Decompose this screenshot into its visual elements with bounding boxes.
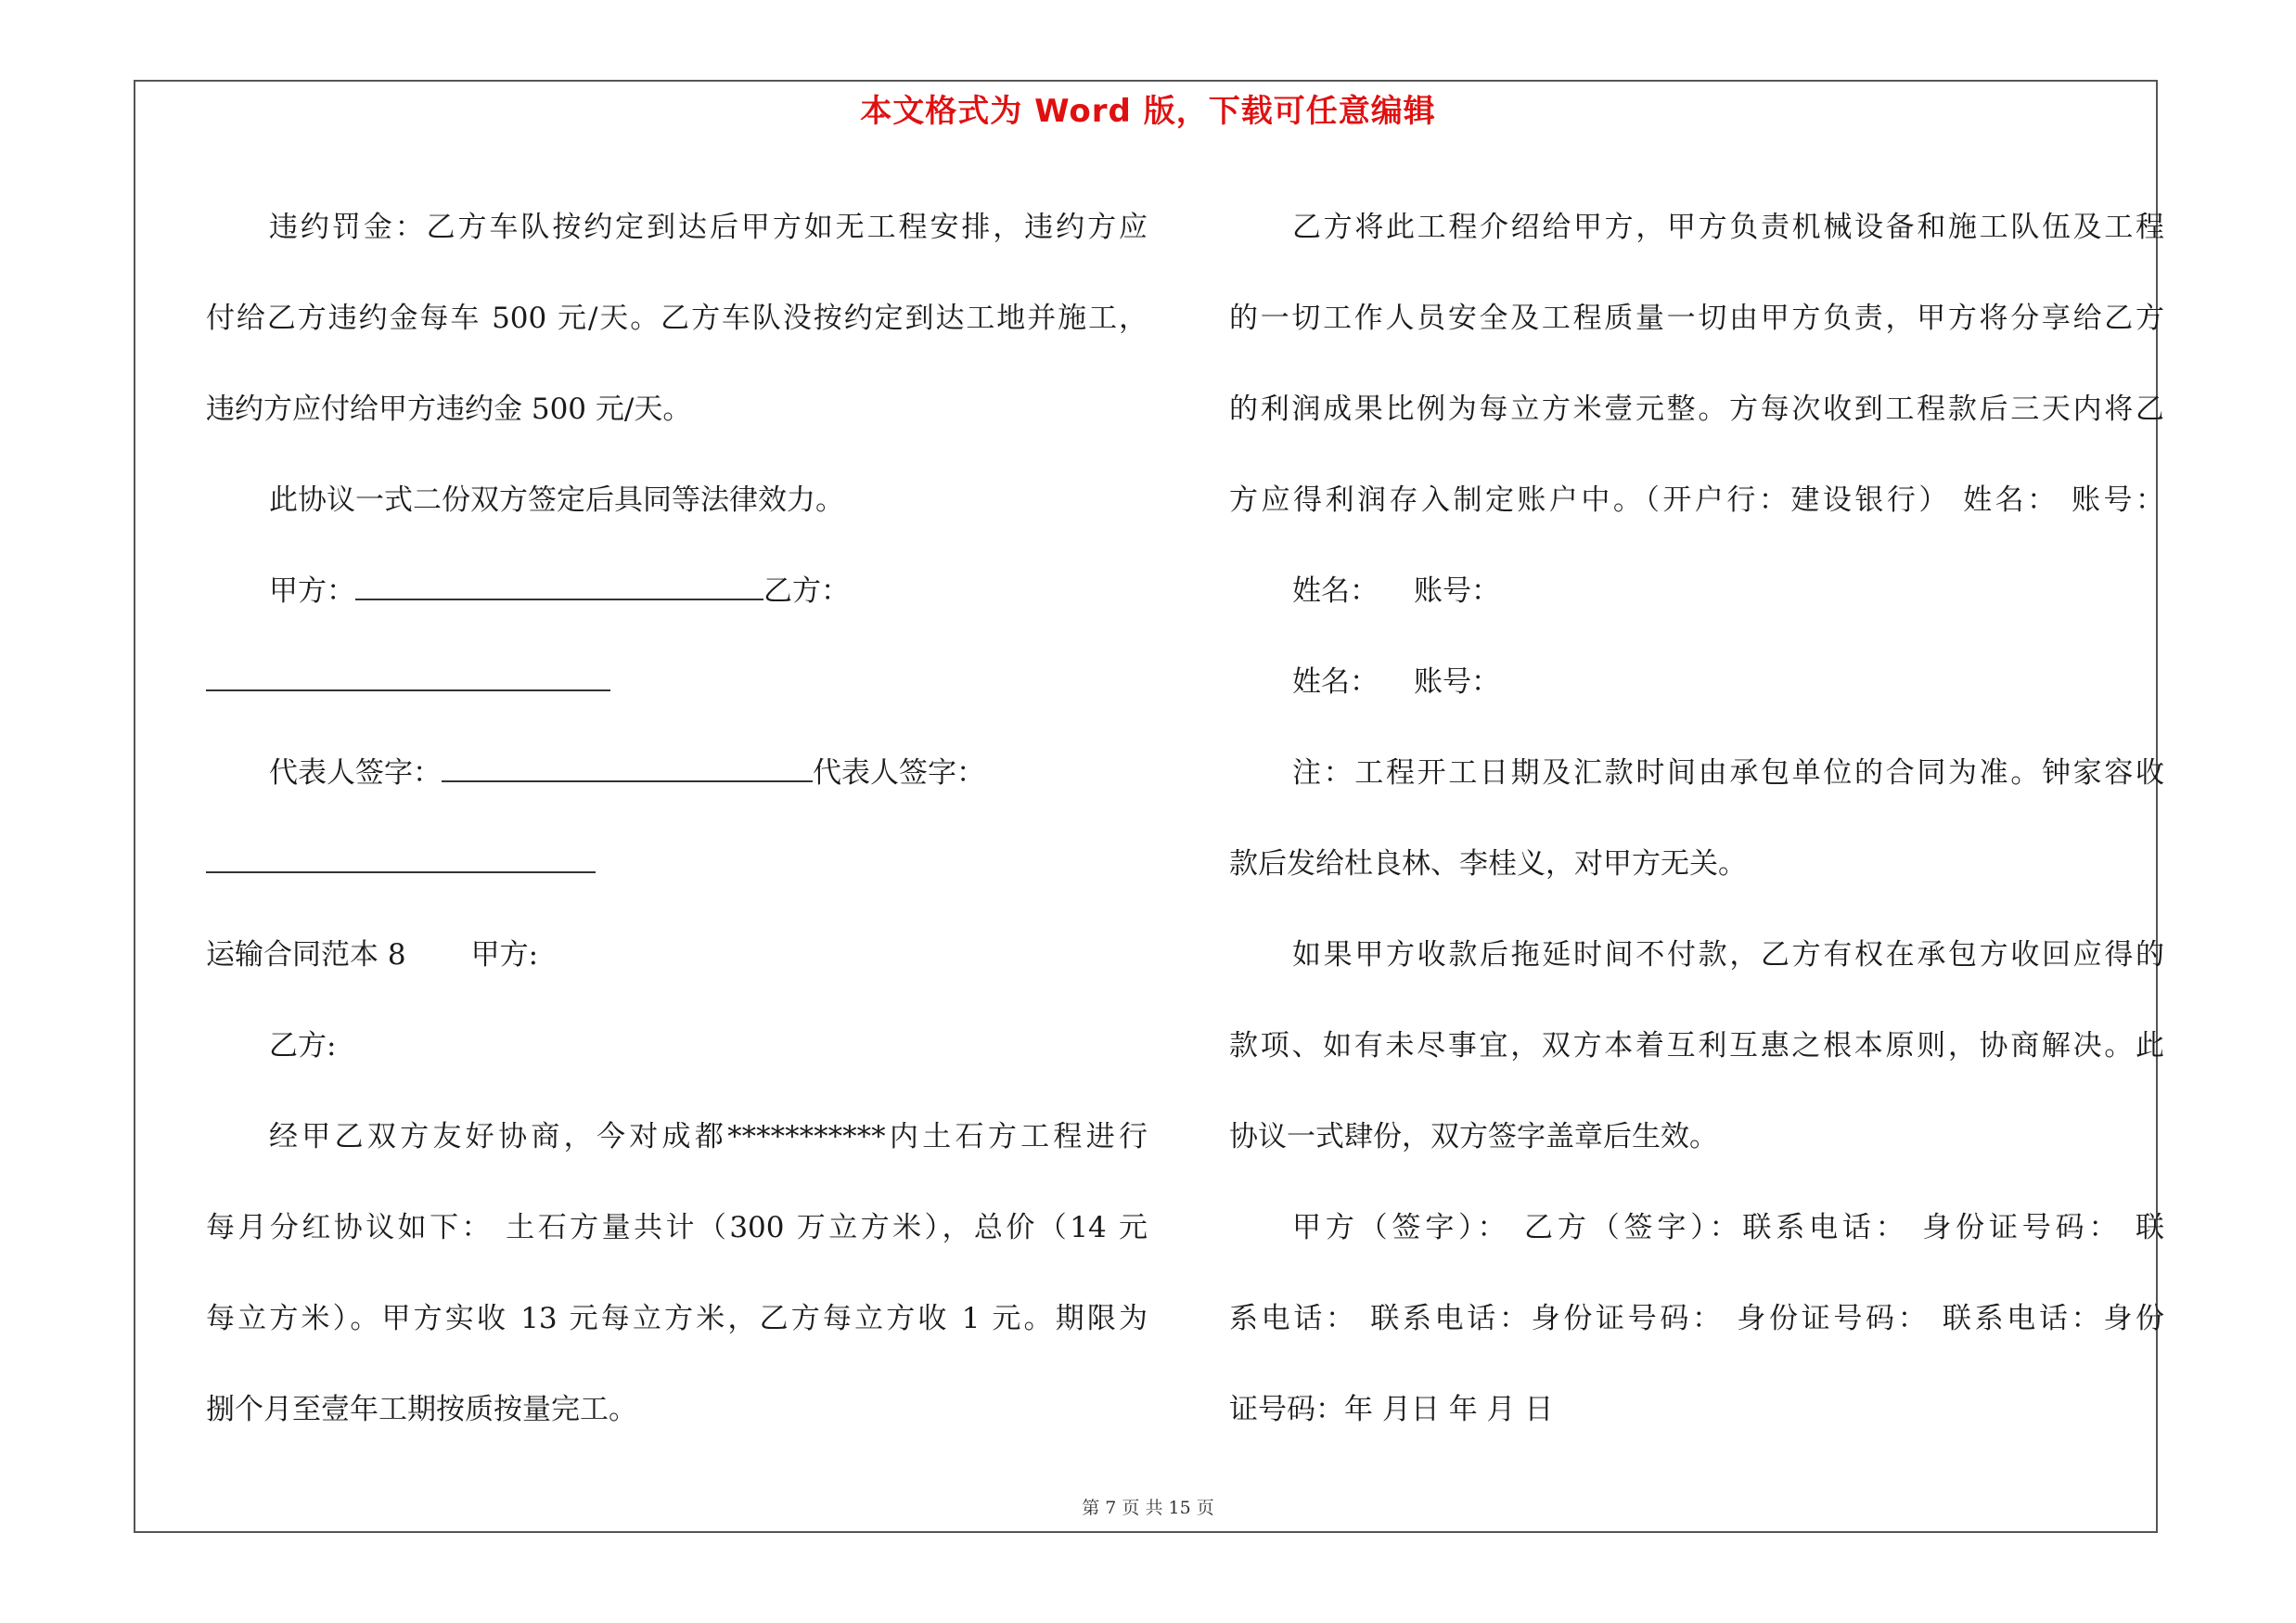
contract-party-b: 乙方:: [269, 1029, 337, 1063]
account-name-label: 姓名：: [1292, 574, 1379, 608]
payment-paragraph-line: 协议一式肆份，双方签字盖章后生效。: [1229, 1120, 1718, 1153]
account-name-label: 姓名：: [1292, 665, 1379, 699]
penalty-paragraph-line: 违约方应付给甲方违约金 500 元/天。: [206, 393, 692, 426]
page-number-footer: 第 7 页 共 15 页: [1082, 1498, 1214, 1518]
penalty-paragraph-line: 违约罚金：乙方车队按约定到达后甲方如无工程安排，违约方应: [269, 211, 1148, 244]
party-b-label: 乙方：: [763, 574, 850, 608]
word-format-banner: 本文格式为 Word 版，下载可任意编辑: [860, 93, 1436, 130]
contract-party-a: 甲方:: [470, 938, 539, 972]
left-column: [206, 182, 1148, 1455]
signature-row-continued: [206, 637, 1148, 728]
account-row: [1229, 546, 2164, 637]
note-paragraph-line: 款后发给杜良林、李桂义，对甲方无关。: [1229, 847, 1747, 881]
representative-a-signature-line: [442, 756, 813, 782]
signature-block-line: 证号码：年 月日 年 月 日: [1229, 1393, 1554, 1426]
account-number-label: 账号：: [1414, 574, 1500, 608]
payment-paragraph-line: 款项、如有未尽事宜，双方本着互利互惠之根本原则，协商解决。此: [1229, 1029, 2164, 1063]
note-paragraph-line: 注：工程开工日期及汇款时间由承包单位的合同为准。钟家容收: [1292, 756, 2164, 790]
introduction-paragraph-line: 的利润成果比例为每立方米壹元整。方每次收到工程款后三天内将乙: [1229, 393, 2164, 426]
signature-block-line: 甲方（签字）： 乙方（签字）：联系电话： 身份证号码： 联: [1292, 1211, 2164, 1244]
contract-heading: [206, 909, 1148, 1000]
penalty-paragraph-line: 付给乙方违约金每车 500 元/天。乙方车队没按约定到达工地并施工，: [206, 302, 1148, 335]
agreement-paragraph-line: 每立方米）。甲方实收 13 元每立方米，乙方每立方收 1 元。期限为: [206, 1302, 1148, 1335]
representative-b-label: 代表人签字：: [813, 756, 985, 790]
representative-row-continued: [206, 818, 1148, 909]
party-a-label: 甲方：: [269, 574, 355, 608]
introduction-paragraph-line: 乙方将此工程介绍给甲方，甲方负责机械设备和施工队伍及工程: [1292, 211, 2164, 244]
party-b-signature-line: [206, 665, 610, 691]
representative-row: [206, 728, 1148, 818]
agreement-paragraph-line: 经甲乙双方友好协商，今对成都***********内土石方工程进行: [269, 1120, 1148, 1153]
introduction-paragraph-line: 方应得利润存入制定账户中。（开户行：建设银行） 姓名： 账号：: [1229, 483, 2164, 517]
account-row: [1229, 637, 2164, 728]
right-column: [1229, 182, 2164, 1455]
representative-a-label: 代表人签字：: [269, 756, 442, 790]
signature-row: [206, 546, 1148, 637]
agreement-paragraph-line: 每月分红协议如下： 土石方量共计（300 万立方米），总价（14 元: [206, 1211, 1148, 1244]
account-number-label: 账号：: [1414, 665, 1500, 699]
agreement-paragraph-line: 捌个月至壹年工期按质按量完工。: [206, 1393, 637, 1426]
representative-b-signature-line: [206, 847, 596, 873]
contract-title: 运输合同范本 8: [206, 938, 406, 972]
payment-paragraph-line: 如果甲方收款后拖延时间不付款，乙方有权在承包方收回应得的: [1292, 938, 2164, 972]
party-a-signature-line: [355, 574, 763, 600]
introduction-paragraph-line: 的一切工作人员安全及工程质量一切由甲方负责，甲方将分享给乙方: [1229, 302, 2164, 335]
validity-paragraph: 此协议一式二份双方签定后具同等法律效力。: [269, 483, 844, 517]
signature-block-line: 系电话： 联系电话：身份证号码： 身份证号码： 联系电话：身份: [1229, 1302, 2164, 1335]
